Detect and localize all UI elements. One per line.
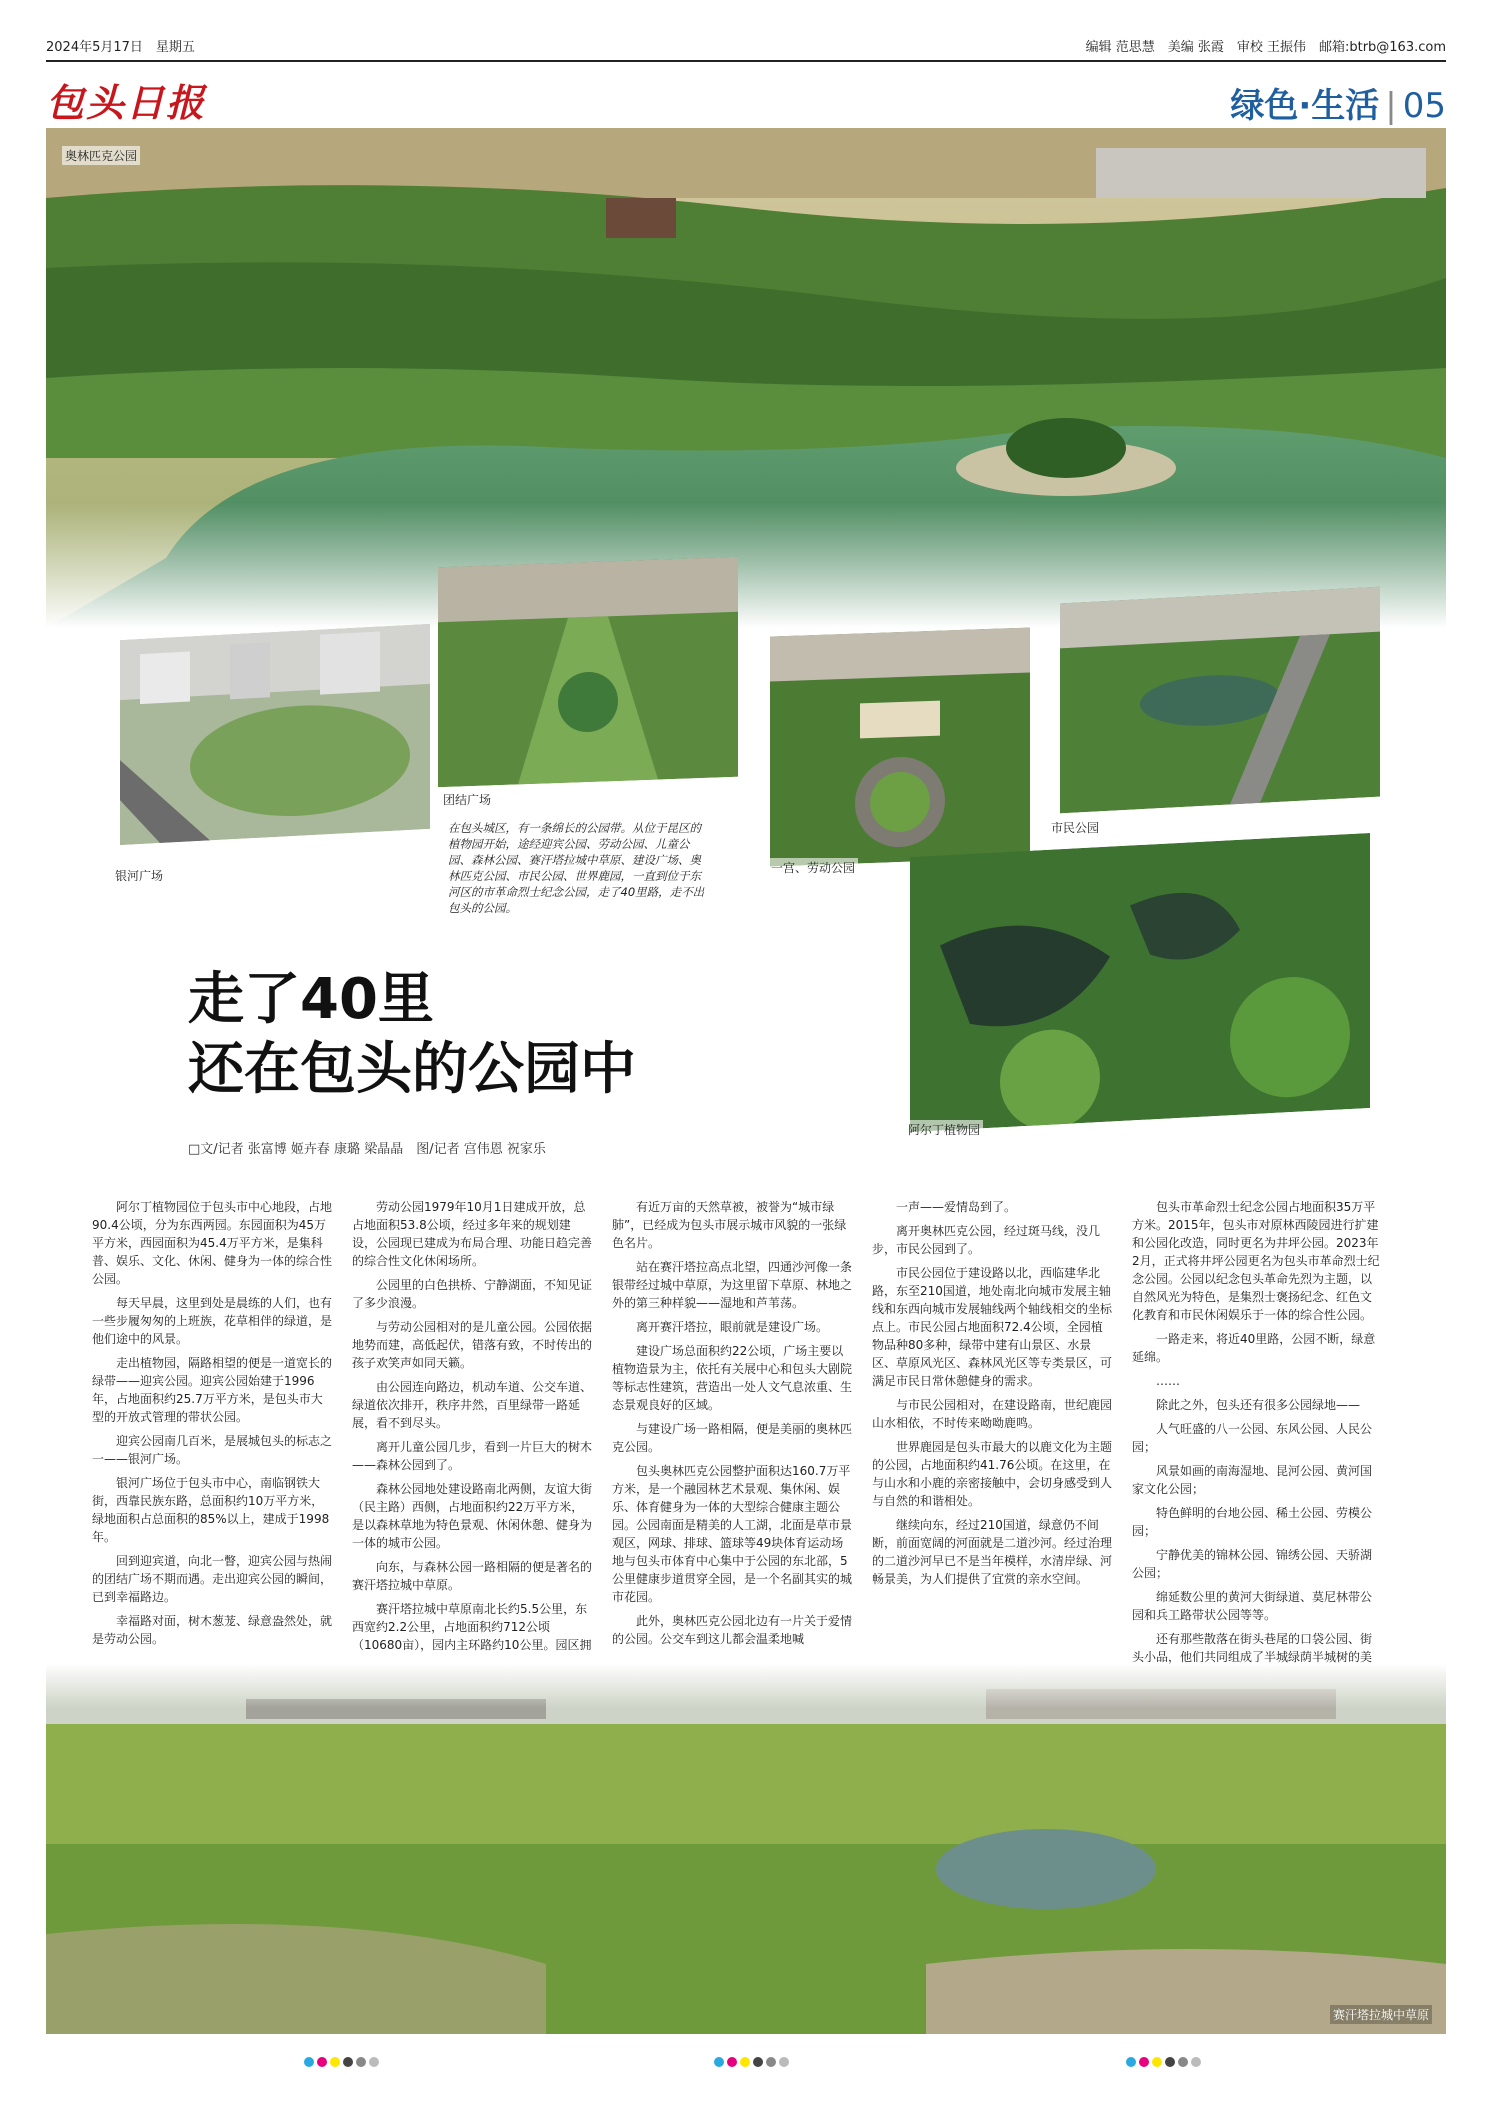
paragraph: 有近万亩的天然草被，被誉为“城市绿肺”，已经成为包头市展示城市风貌的一张绿色名片。 — [612, 1200, 847, 1250]
issue-date: 2024年5月17日 星期五 — [46, 40, 195, 55]
paragraph: 迎宾公园南几百米，是展城包头的标志之一——银河广场。 — [92, 1434, 333, 1466]
article-column-2 — [352, 1198, 592, 1660]
editor-credits: 编辑 范思慧 美编 张霞 审校 王振伟 邮箱:btrb@163.com — [1085, 40, 1446, 55]
article-byline: □文/记者 张富博 姬卉春 康璐 梁晶晶 图/记者 宫伟恩 祝家乐 — [188, 1142, 546, 1157]
registration-dot — [740, 2057, 750, 2067]
photo-caption-labor: 一宫、劳动公园 — [768, 858, 858, 877]
paragraph: …… — [1156, 1374, 1180, 1388]
paragraph: 森林公园地处建设路南北两侧，友谊大街（民主路）西侧，占地面积约22万平方米，是以森林草地为特色景观、休闲休憩、健身为一体的城市公园。 — [352, 1482, 593, 1550]
photo-olympic-park — [46, 128, 1446, 628]
paragraph: 每天早晨，这里到处是晨练的人们，也有一些步履匆匆的上班族，花草相伴的绿道，是他们途中的风景。 — [92, 1296, 333, 1346]
photo-saihantala-grassland — [46, 1664, 1446, 2034]
photo-caption-tuanjie: 团结广场 — [440, 790, 494, 809]
article-headline — [188, 965, 636, 1105]
paragraph: 与劳动公园相对的是儿童公园。公园依据地势而建，高低起伏，错落有致，不时传出的孩子欢笑声如同天籁。 — [352, 1320, 593, 1370]
article-column-5 — [1132, 1198, 1382, 1690]
page-number: 05 — [1402, 86, 1446, 126]
registration-dot — [1139, 2057, 1149, 2067]
photo-caption-arding: 阿尔丁植物园 — [905, 1120, 983, 1139]
header-rule — [46, 60, 1446, 62]
paragraph: 站在赛汗塔拉高点北望，四通沙河像一条银带经过城中草原，为这里留下草原、林地之外的第三种样貌——湿地和芦苇荡。 — [612, 1260, 853, 1310]
paragraph: 一路走来，将近40里路，公园不断，绿意延绵。 — [1132, 1332, 1376, 1364]
paragraph: 与市民公园相对，在建设路南，世纪鹿园山水相依，不时传来呦呦鹿鸣。 — [872, 1398, 1113, 1430]
photo-labor-park — [770, 627, 1030, 866]
registration-dot — [766, 2057, 776, 2067]
photo-arding-botanical — [910, 833, 1370, 1132]
paragraph: 还有那些散落在街头巷尾的口袋公园、街头小品，他们共同组成了半城绿荫半城树的美 — [1132, 1632, 1373, 1664]
registration-dot — [304, 2057, 314, 2067]
paragraph: 绵延数公里的黄河大街绿道、莫尼林带公园和兵工路带状公园等等。 — [1132, 1590, 1373, 1622]
page-header — [46, 36, 1446, 58]
article-lede: 在包头城区，有一条绵长的公园带。从位于昆区的植物园开始，途经迎宾公园、劳动公园、儿童公园、森林公园、赛汗塔拉城中草原、建设广场、奥林匹克公园、市民公园、世界鹿园，一直到位于东河区的市革命烈士纪念公园，走了40里路，走不出包头的公园。 — [448, 821, 705, 915]
section-title: 绿色·生活 | 05 — [1230, 86, 1446, 126]
paragraph: 继续向东，经过210国道，绿意仍不间断，前面宽阔的河面就是二道沙河。经过治理的二道沙河早已不是当年模样，水清岸绿、河畅景美，为人们提供了宜赏的亲水空间。 — [872, 1518, 1113, 1586]
olympic-park-image — [46, 128, 1446, 628]
registration-dot — [1191, 2057, 1201, 2067]
headline-line-2: 还在包头的公园中 — [188, 1037, 636, 1102]
article-column-4 — [872, 1198, 1112, 1594]
registration-dot — [1152, 2057, 1162, 2067]
photo-caption-citizen: 市民公园 — [1048, 818, 1102, 837]
paragraph: 向东，与森林公园一路相隔的便是著名的赛汗塔拉城中草原。 — [352, 1560, 593, 1592]
print-registration-marks — [714, 2052, 792, 2066]
print-registration-marks — [1126, 2052, 1204, 2066]
paragraph: 离开赛汗塔拉，眼前就是建设广场。 — [636, 1320, 829, 1334]
paragraph: 赛汗塔拉城中草原南北长约5.5公里，东西宽约2.2公里，占地面积约712公顷（10680亩），园内主环路约10公里。园区拥 — [352, 1602, 592, 1652]
paragraph: 与建设广场一路相隔，便是美丽的奥林匹克公园。 — [612, 1422, 853, 1454]
paragraph: 包头奥林匹克公园整护面积达160.7万平方米，是一个融园林艺术景观、集休闲、娱乐、体育健身为一体的大型综合健康主题公园。公园南面是精美的人工湖，北面是草市景观区，网球、排球、篮球等49块体育运动场地与包头市体育中心集中于公园的东北部，5公里健康步道贯穿全园，是一个名副其实的城市花园。 — [612, 1464, 853, 1604]
photo-caption-olympic: 奥林匹克公园 — [62, 146, 140, 165]
registration-dot — [330, 2057, 340, 2067]
paragraph: 劳动公园1979年10月1日建成开放，总占地面积53.8公顷，经过多年来的规划建设，公园现已建成为布局合理、功能日趋完善的综合性文化休闲场所。 — [352, 1200, 593, 1268]
paragraph: 特色鲜明的台地公园、稀土公园、劳模公园； — [1132, 1506, 1373, 1538]
photo-caption-grassland: 赛汗塔拉城中草原 — [1330, 2005, 1432, 2024]
paragraph: 人气旺盛的八一公园、东风公园、人民公园； — [1132, 1422, 1373, 1454]
paragraph: 除此之外，包头还有很多公园绿地—— — [1156, 1398, 1361, 1412]
paragraph: 由公园连向路边，机动车道、公交车道、绿道依次排开，秩序井然，百里绿带一路延展，看不到尽头。 — [352, 1380, 593, 1430]
registration-dot — [1126, 2057, 1136, 2067]
print-registration-marks — [304, 2052, 382, 2066]
paragraph: 一声——爱情岛到了。 — [896, 1200, 1017, 1214]
paragraph: 回到迎宾道，向北一瞥，迎宾公园与热闹的团结广场不期而遇。走出迎宾公园的瞬间，已到幸福路边。 — [92, 1554, 333, 1604]
paragraph: 包头市革命烈士纪念公园占地面积35万平方米。2015年，包头市对原林西陵园进行扩建和公园化改造，同时更名为井坪公园。2023年2月，正式将井坪公园更名为包头市革命烈士纪念公园。公园以纪念包头革命先烈为主题，以自然风光为特色，是集烈士褒扬纪念、红色文化教育和市民休闲娱乐于一体的综合性公园。 — [1132, 1200, 1380, 1322]
paragraph: 公园里的白色拱桥、宁静湖面，不知见证了多少浪漫。 — [352, 1278, 593, 1310]
paragraph: 幸福路对面，树木葱茏、绿意盎然处，就是劳动公园。 — [92, 1614, 333, 1646]
article-column-1 — [92, 1198, 332, 1654]
paragraph: 市民公园位于建设路以北，西临建华北路，东至210国道，地处南北向城市发展主轴线和东西向城市发展轴线两个轴线相交的坐标点上。市民公园占地面积72.4公顷，全园植物品种80多种，绿带中建有山景区、水景区、草原风光区、森林风光区等专类景区，可满足市民日常休憩健身的需求。 — [872, 1266, 1113, 1388]
paragraph: 离开奥林匹克公园，经过斑马线，没几步，市民公园到了。 — [872, 1224, 1101, 1256]
photo-tuanjie-square — [438, 557, 738, 787]
registration-dot — [714, 2057, 724, 2067]
paragraph: 建设广场总面积约22公顷，广场主要以植物造景为主，依托有关展中心和包头大剧院等标志性建筑，营造出一处人文气息浓重、生态景观良好的区域。 — [612, 1344, 853, 1412]
headline-line-1: 走了40里 — [188, 967, 434, 1032]
paragraph: 风景如画的南海湿地、昆河公园、黄河国家文化公园； — [1132, 1464, 1373, 1496]
registration-dot — [1165, 2057, 1175, 2067]
registration-dot — [727, 2057, 737, 2067]
paragraph: 世界鹿园是包头市最大的以鹿文化为主题的公园，占地面积约41.76公顷。在这里，在与山水和小鹿的亲密接触中，会切身感受到人与自然的和谐相处。 — [872, 1440, 1113, 1508]
paragraph: 阿尔丁植物园位于包头市中心地段，占地90.4公顷，分为东西两园。东园面积为45万平方米，西园面积为45.4万平方米，是集科普、娱乐、文化、休闲、健身为一体的综合性公园。 — [92, 1200, 333, 1286]
registration-dot — [369, 2057, 379, 2067]
registration-dot — [343, 2057, 353, 2067]
registration-dot — [1178, 2057, 1188, 2067]
paragraph: 走出植物园，隔路相望的便是一道宽长的绿带——迎宾公园。迎宾公园始建于1996年，占地面积约25.7万平方米，是包头市大型的开放式管理的带状公园。 — [92, 1356, 333, 1424]
registration-dot — [356, 2057, 366, 2067]
photo-yinhe-square — [120, 624, 430, 845]
newspaper-logo: 包头日报 — [46, 80, 207, 125]
paragraph: 此外，奥林匹克公园北边有一片关于爱情的公园。公交车到这儿都会温柔地喊 — [612, 1614, 853, 1646]
registration-dot — [753, 2057, 763, 2067]
paragraph: 宁静优美的锦林公园、锦绣公园、天骄湖公园； — [1132, 1548, 1373, 1580]
registration-dot — [317, 2057, 327, 2067]
registration-dot — [779, 2057, 789, 2067]
photo-citizen-park — [1060, 587, 1380, 814]
article-column-3 — [612, 1198, 852, 1654]
paragraph: 离开儿童公园几步，看到一片巨大的树木——森林公园到了。 — [352, 1440, 593, 1472]
photo-caption-yinhe: 银河广场 — [112, 866, 166, 885]
paragraph: 银河广场位于包头市中心，南临钢铁大街，西靠民族东路，总面积约10万平方米，绿地面积占总面积的85%以上，建成于1998年。 — [92, 1476, 330, 1544]
